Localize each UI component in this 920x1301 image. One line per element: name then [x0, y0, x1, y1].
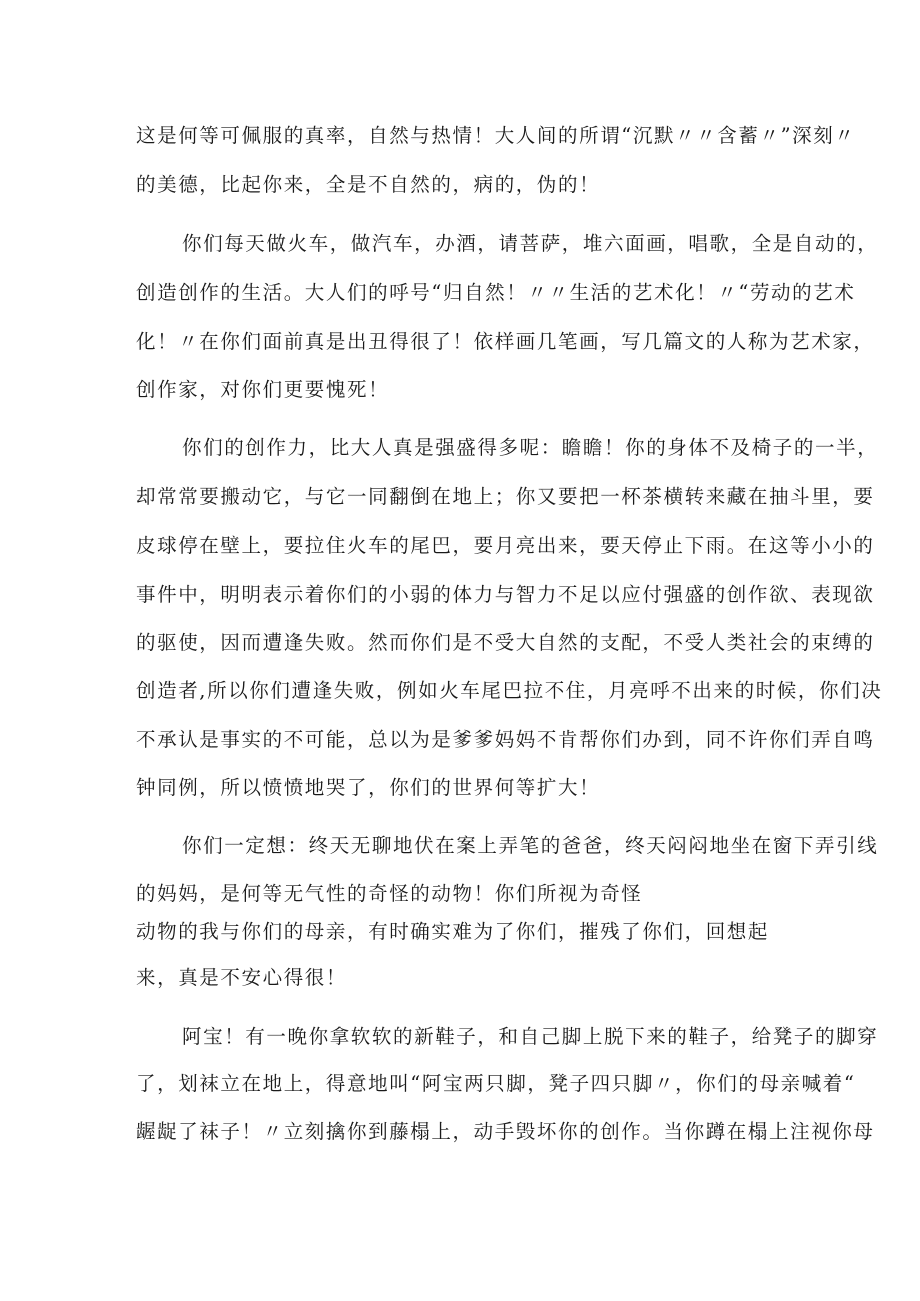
- text-line: 动物的我与你们的母亲，有时确实难为了你们，摧残了你们，回想起: [136, 920, 770, 943]
- text-line: 创造创作的生活。大人们的呼号“归自然！〃〃生活的艺术化！〃“劳动的艺术: [136, 281, 856, 304]
- text-line: 不承认是事实的不可能，总以为是爹爹妈妈不肯帮你们办到，同不许你们弄自鸣: [136, 728, 875, 751]
- paragraph-first-line: 你们一定想：终天无聊地伏在案上弄笔的爸爸，终天闷闷地坐在窗下弄引线: [182, 834, 879, 857]
- text-line: 事件中，明明表示着你们的小弱的体力与智力不足以应付强盛的创作欲、表现欲: [136, 583, 875, 606]
- paragraph-first-line: 你们每天做火车，做汽车，办酒，请菩萨，堆六面画，唱歌，全是自动的，: [182, 232, 879, 255]
- text-line: 的美德，比起你来，全是不自然的，病的，伪的！: [136, 173, 601, 196]
- text-line: 这是何等可佩服的真率，自然与热情！大人间的所谓“沉默〃〃含蓄〃”深刻〃: [136, 124, 856, 147]
- text-line: 创造者,所以你们遭逢失败，例如火车尾巴拉不住，月亮呼不出来的时候，你们决: [136, 679, 883, 702]
- text-line: 化！〃在你们面前真是出丑得很了！依样画几笔画，写几篇文的人称为艺术家，: [136, 330, 875, 353]
- text-line: 的妈妈，是何等无气性的奇怪的动物！你们所视为奇怪: [136, 882, 643, 905]
- paragraph-first-line: 阿宝！有一晚你拿软软的新鞋子，和自己脚上脱下来的鞋子，给凳子的脚穿: [182, 1025, 879, 1048]
- text-line: 却常常要搬动它，与它一同翻倒在地上；你又要把一杯茶横转来藏在抽斗里，要: [136, 485, 875, 508]
- text-line: 皮球停在壁上，要拉住火车的尾巴，要月亮出来，要天停止下雨。在这等小小的: [136, 534, 875, 557]
- text-line: 的驱使，因而遭逢失败。然而你们是不受大自然的支配，不受人类社会的束缚的: [136, 631, 875, 654]
- text-line: 来，真是不安心得很！: [136, 966, 348, 989]
- text-line: 龌龊了袜子！〃立刻擒你到藤榻上，动手毁坏你的创作。当你蹲在榻上注视你母: [136, 1120, 875, 1143]
- paragraph-first-line: 你们的创作力，比大人真是强盛得多呢：瞻瞻！你的身体不及椅子的一半，: [182, 436, 879, 459]
- text-line: 钟同例，所以愤愤地哭了，你们的世界何等扩大！: [136, 776, 601, 799]
- text-line: 创作家，对你们更要愧死！: [136, 378, 390, 401]
- text-line: 了，划袜立在地上，得意地叫“阿宝两只脚，凳子四只脚〃，你们的母亲喊着“: [136, 1072, 856, 1095]
